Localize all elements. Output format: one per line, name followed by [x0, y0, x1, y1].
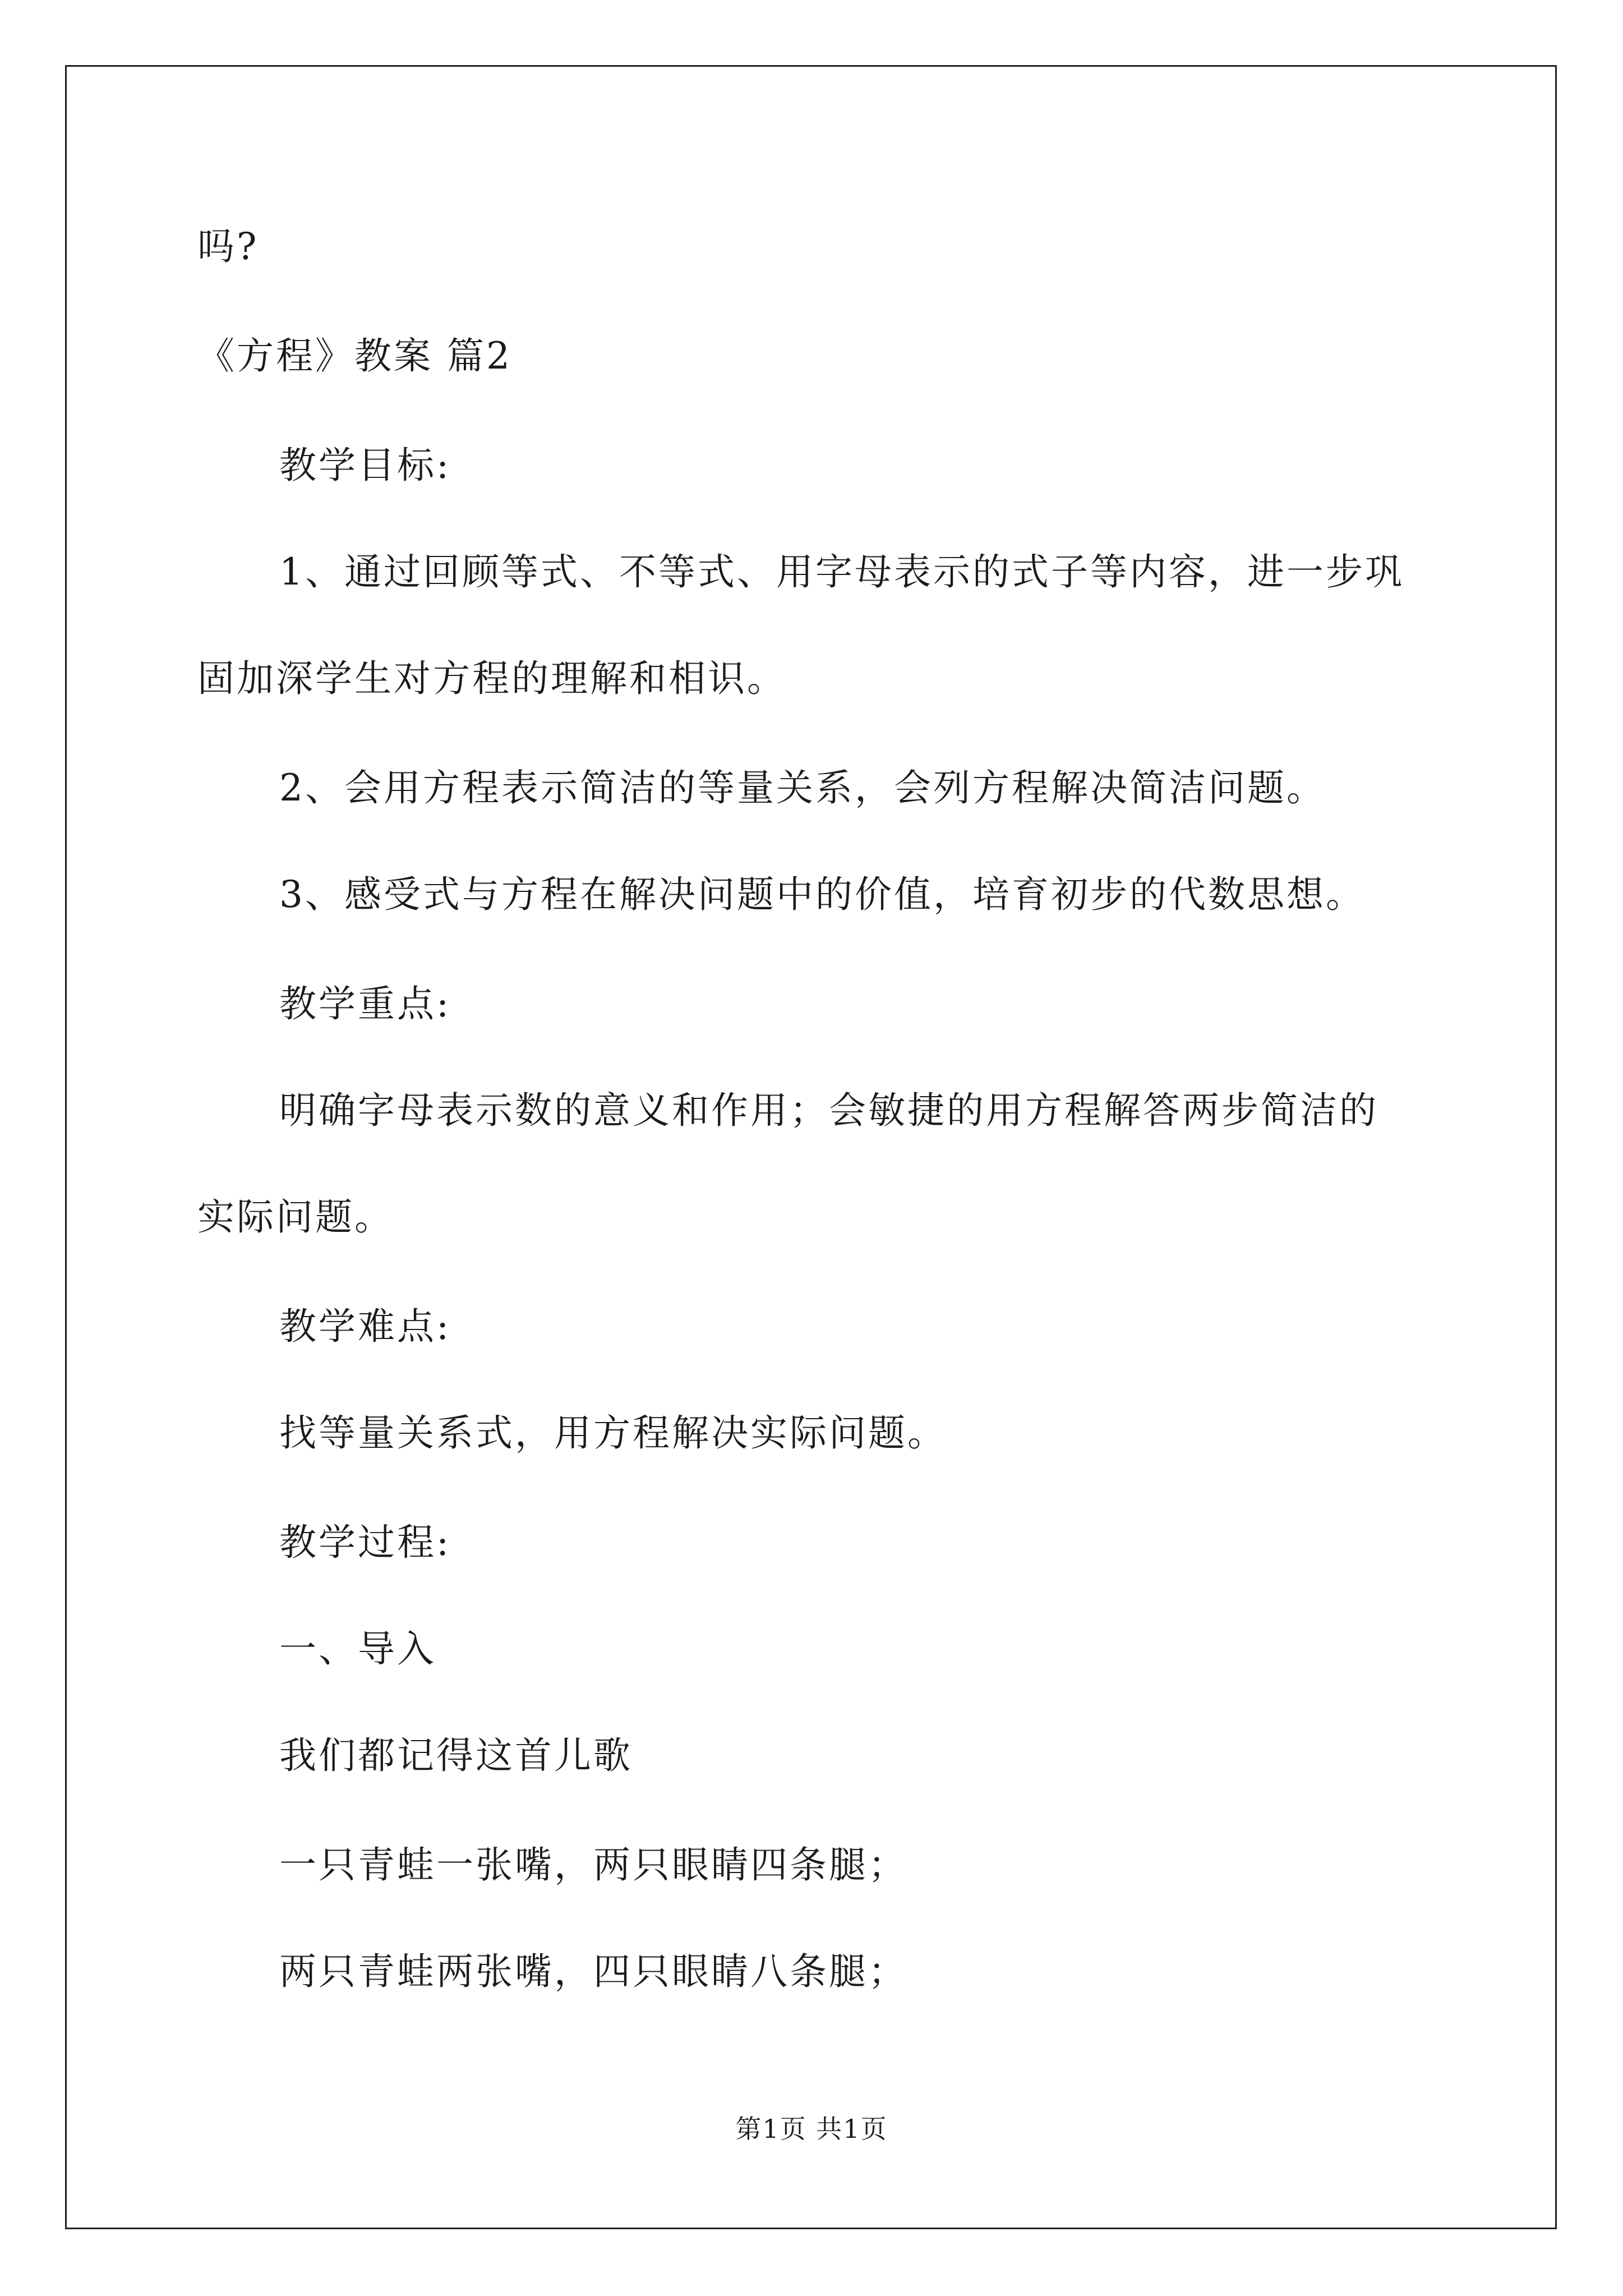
objective-1-line-1: 1、通过回顾等式、不等式、用字母表示的式子等内容，进一步巩 [279, 550, 1404, 593]
process-heading: 教学过程: [279, 1521, 451, 1564]
difficulty-text: 找等量关系式，用方程解决实际问题。 [279, 1411, 947, 1455]
key-points-heading: 教学重点: [279, 982, 451, 1025]
objectives-heading: 教学目标: [279, 444, 451, 487]
key-points-line-1: 明确字母表示数的意义和作用；会敏捷的用方程解答两步简洁的 [279, 1089, 1378, 1132]
difficulty-heading: 教学难点: [279, 1305, 451, 1348]
section-heading: 《方程》教案 篇2 [197, 334, 512, 378]
objective-2: 2、会用方程表示简洁的等量关系，会列方程解决简洁问题。 [279, 766, 1326, 809]
rhyme-line-1: 一只青蛙一张嘴，两只眼睛四条腿； [279, 1843, 907, 1887]
continuation-text: 吗? [197, 225, 259, 268]
key-points-line-2: 实际问题。 [197, 1195, 394, 1239]
intro-text: 我们都记得这首儿歌 [279, 1734, 633, 1777]
intro-heading: 一、导入 [279, 1627, 436, 1671]
page-border [65, 65, 1557, 2229]
objective-1-line-2: 固加深学生对方程的理解和相识。 [197, 657, 786, 700]
rhyme-line-2: 两只青蛙两张嘴，四只眼睛八条腿； [279, 1950, 907, 1993]
page-footer: 第1页 共1页 [735, 2114, 888, 2144]
objective-3: 3、感受式与方程在解决问题中的价值，培育初步的代数思想。 [279, 873, 1365, 916]
